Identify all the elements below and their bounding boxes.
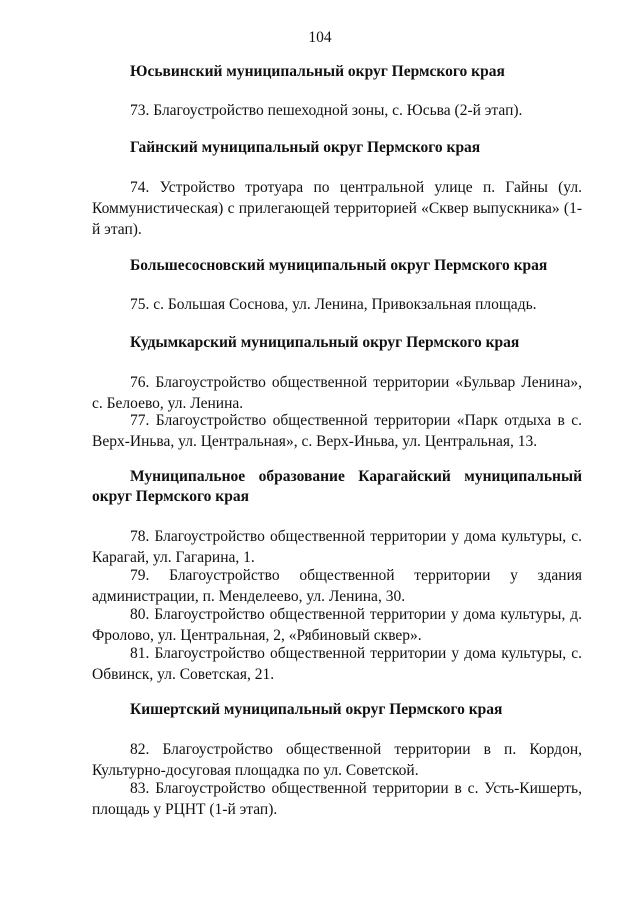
list-item-80: 80. Благоустройство общественной территории у дома культуры, д. Фролово, ул. Центральная, 2, «Рябиновый сквер». (92, 606, 582, 644)
list-item-79: 79. Благоустройство общественной территории у здания администрации, п. Менделеево, ул. Ленина, 30. (92, 567, 582, 605)
list-item-73: 73. Благоустройство пешеходной зоны, с. Юсьва (2-й этап). (130, 102, 523, 119)
section-heading-kudymkar: Кудымкарский муниципальный округ Пермского края (130, 334, 520, 351)
section-heading-karagai: Муниципальное образование Карагайский муниципальный округ Пермского края (92, 468, 582, 505)
list-item-74: 74. Устройство тротуара по центральной улице п. Гайны (ул. Коммунистическая) с прилегающей территорией «Сквер выпускника» (1-й этап). (92, 179, 582, 238)
section-heading-bolshaya-sosnova: Большесосновский муниципальный округ Пермского края (130, 257, 548, 274)
list-item-81: 81. Благоустройство общественной территории у дома культуры, с. Обвинск, ул. Советская, 21. (92, 645, 582, 683)
list-item-78: 78. Благоустройство общественной территории у дома культуры, с. Карагай, ул. Гагарина, 1. (92, 528, 582, 566)
list-item-82: 82. Благоустройство общественной территории в п. Кордон, Культурно-досуговая площадка по ул. Советской. (92, 741, 582, 779)
section-heading-kishert: Кишертский муниципальный округ Пермского края (130, 701, 503, 718)
page-number: 104 (308, 29, 332, 46)
section-heading-yusva: Юсьвинский муниципальный округ Пермского края (130, 63, 505, 80)
list-item-75: 75. с. Большая Соснова, ул. Ленина, Привокзальная площадь. (130, 296, 537, 313)
list-item-77: 77. Благоустройство общественной территории «Парк отдыха в с. Верх-Иньва, ул. Центральная», с. Верх-Иньва, ул. Центральная, 13. (92, 412, 582, 450)
section-heading-gainy: Гайнский муниципальный округ Пермского края (130, 139, 481, 156)
list-item-83: 83. Благоустройство общественной территории в с. Усть-Кишерть, площадь у РЦНТ (1-й этап). (92, 780, 582, 818)
list-item-76: 76. Благоустройство общественной территории «Бульвар Ленина», с. Белоево, ул. Ленина. (92, 374, 582, 412)
